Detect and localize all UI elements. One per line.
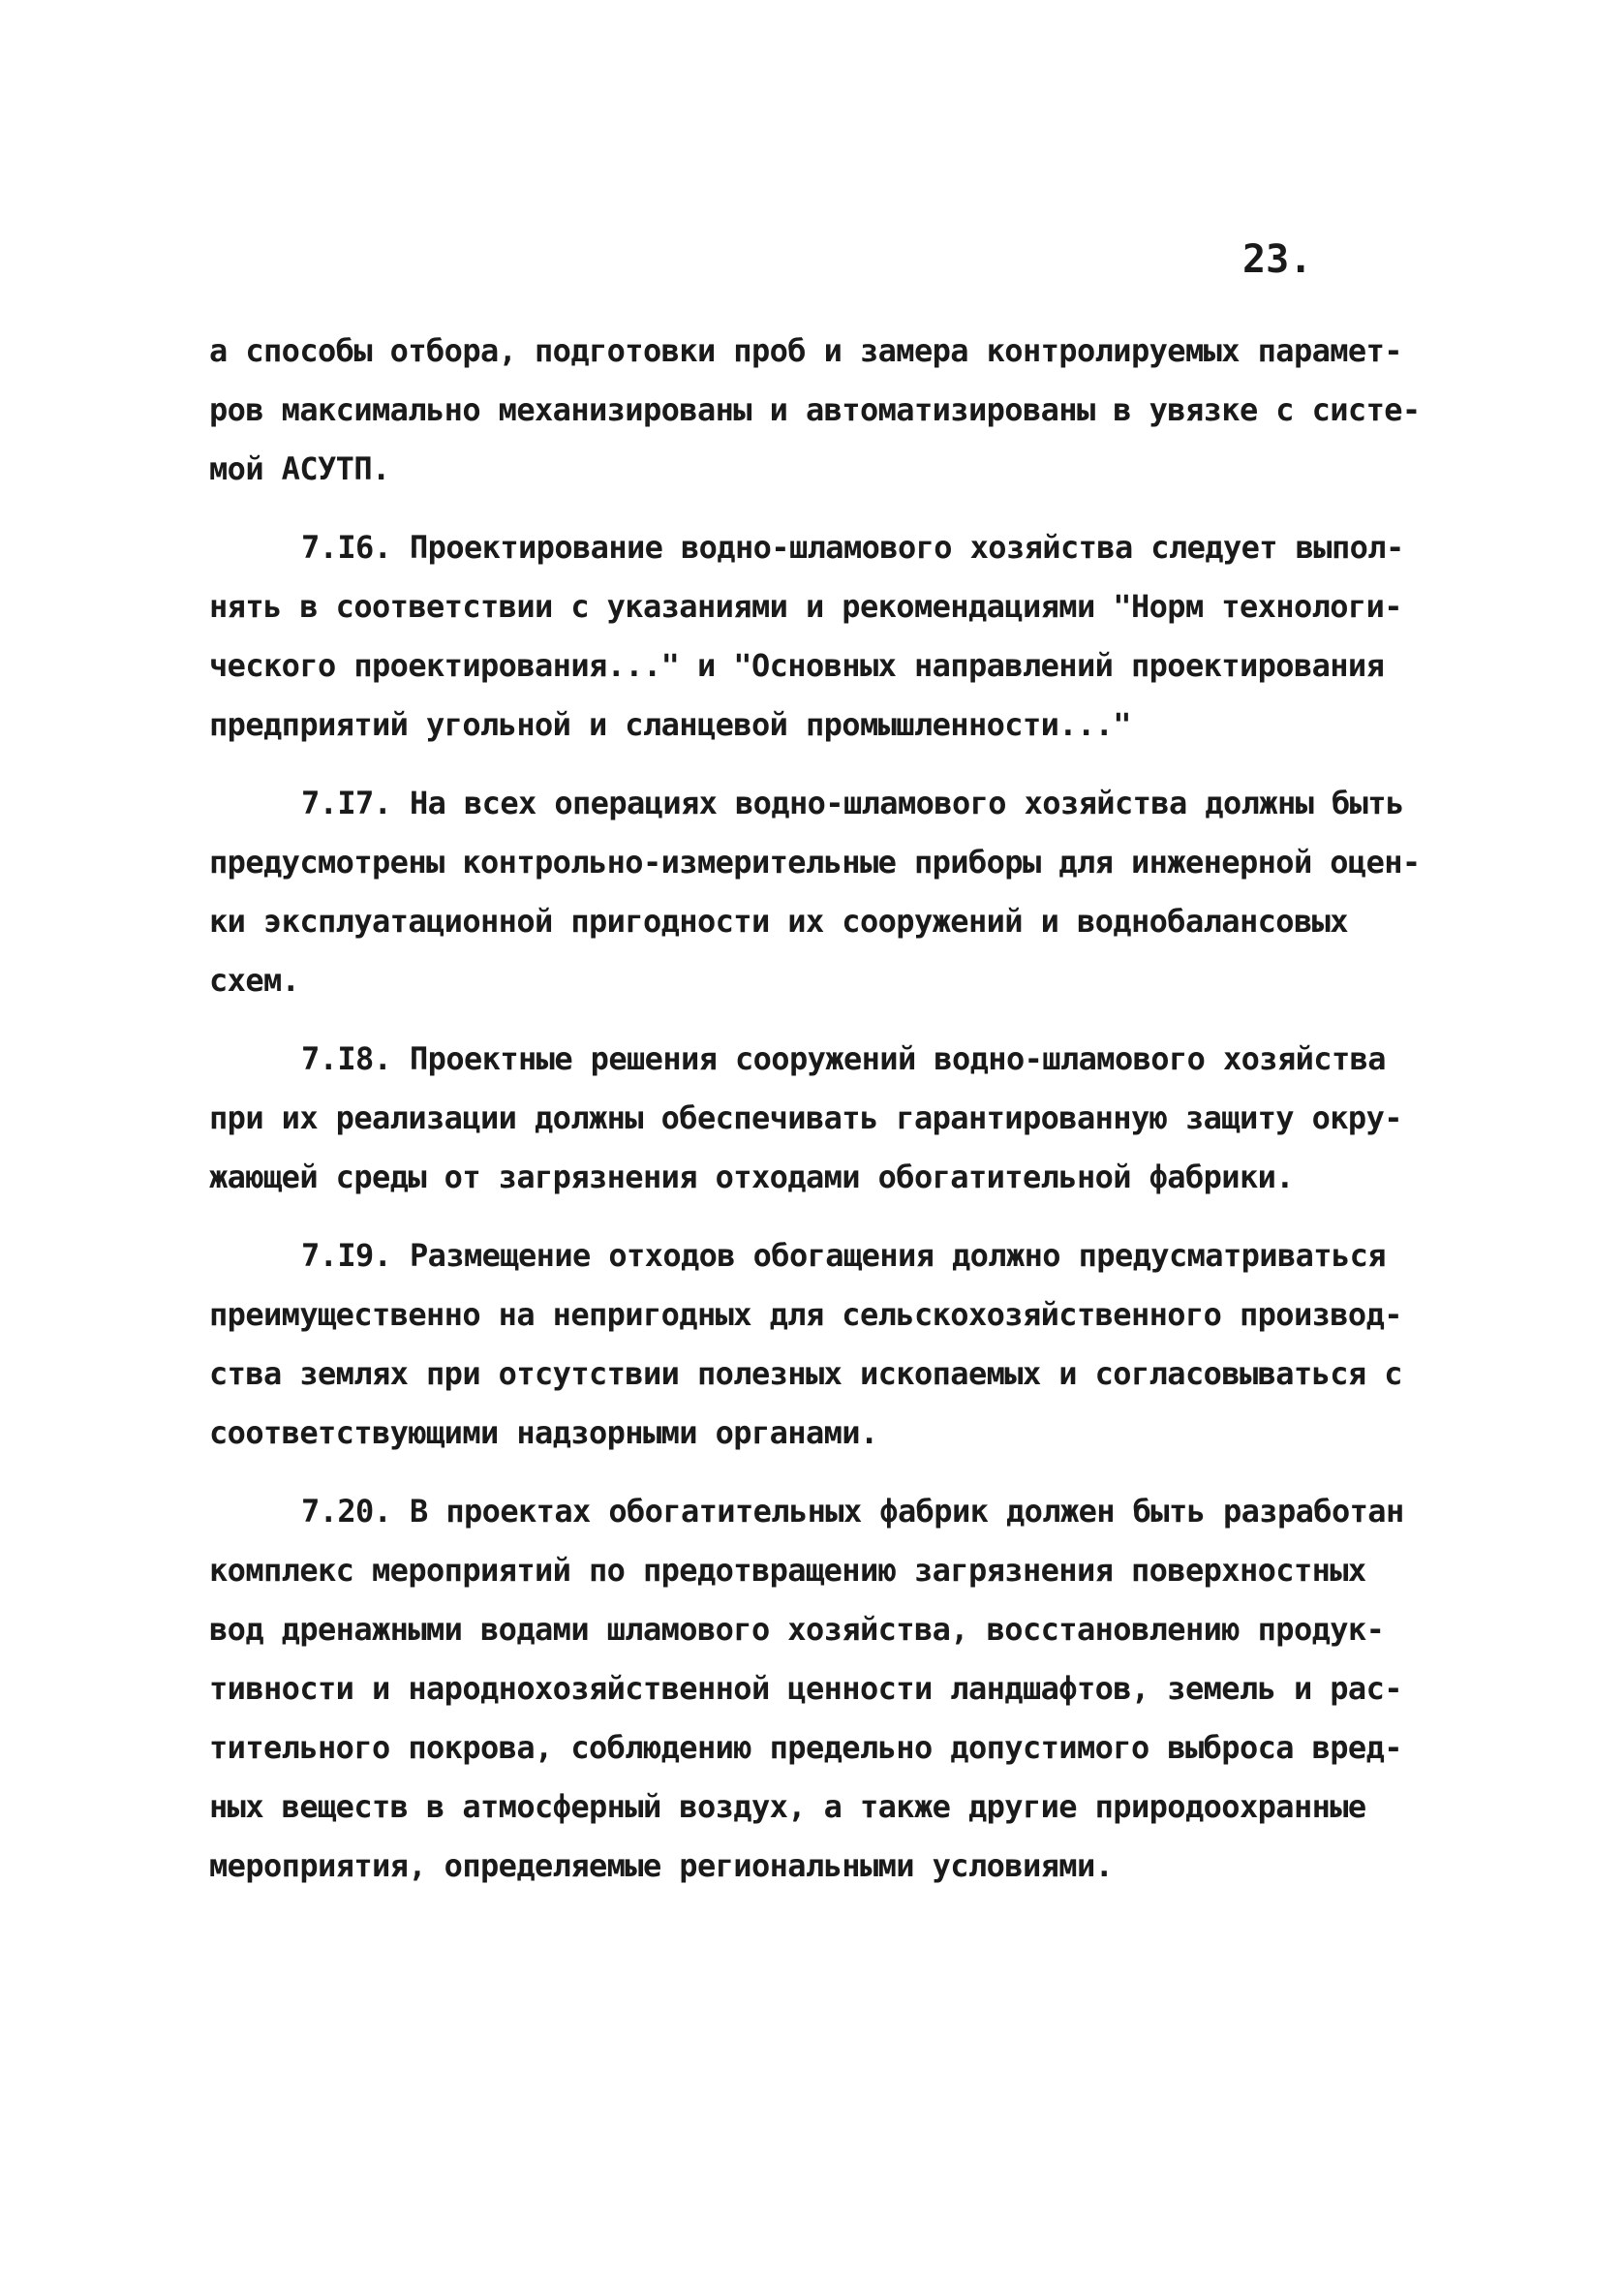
paragraph-7-20 [209,1482,1458,1896]
text-line: ства землях при отсутствии полезных ископаемых и согласовываться с [209,1355,1402,1392]
text-line: ных веществ в атмосферный воздух, а также другие природоохранные [209,1788,1366,1825]
paragraph-7-16 [209,518,1458,755]
text-line: ческого проектирования..." и "Основных направлений проектирования [209,647,1385,684]
text-line: 7.I6. Проектирование водно-шламового хозяйства следует выпол- [301,529,1404,566]
page-number: 23. [1242,237,1313,282]
text-line: 7.I7. На всех операциях водно-шламового хозяйства должны быть [301,785,1404,821]
text-line: ки эксплуатационной пригодности их сооружений и воднобалансовых [209,903,1348,940]
paragraph-7-19 [209,1226,1458,1463]
paragraph-7-17 [209,774,1458,1010]
text-line: преимущественно на непригодных для сельскохозяйственного производ- [209,1296,1402,1333]
text-line: 7.I9. Размещение отходов обогащения должно предусматриваться [301,1237,1386,1274]
text-line: а способы отбора, подготовки проб и замера контролируемых парамет- [209,332,1402,369]
text-line: мой АСУТП. [209,450,390,487]
text-line: 7.20. В проектах обогатительных фабрик должен быть разработан [301,1493,1404,1530]
text-line: тивности и народнохозяйственной ценности ландшафтов, земель и рас- [209,1670,1402,1707]
text-line: комплекс мероприятий по предотвращению загрязнения поверхностных [209,1552,1366,1589]
text-line: тительного покрова, соблюдению предельно допустимого выброса вред- [209,1729,1402,1766]
text-line: мероприятия, определяемые региональными условиями. [209,1847,1114,1884]
text-line: соответствующими надзорными органами. [209,1414,878,1451]
text-line: предусмотрены контрольно-измерительные приборы для инженерной оцен- [209,844,1421,881]
text-line: нять в соответствии с указаниями и рекомендациями "Норм технологи- [209,588,1402,625]
text-line: ров максимально механизированы и автоматизированы в увязке с систе- [209,391,1421,428]
document-body [209,322,1458,1915]
text-line: предприятий угольной и сланцевой промышленности..." [209,706,1131,743]
paragraph-7-18 [209,1030,1458,1207]
text-line: вод дренажными водами шламового хозяйства, восстановлению продук- [209,1611,1385,1648]
text-line: при их реализации должны обеспечивать гарантированную защиту окру- [209,1099,1402,1136]
paragraph-continuation [209,322,1458,499]
text-line: схем. [209,962,300,999]
text-line: жающей среды от загрязнения отходами обогатительной фабрики. [209,1159,1294,1195]
text-line: 7.I8. Проектные решения сооружений водно-шламового хозяйства [301,1040,1386,1077]
